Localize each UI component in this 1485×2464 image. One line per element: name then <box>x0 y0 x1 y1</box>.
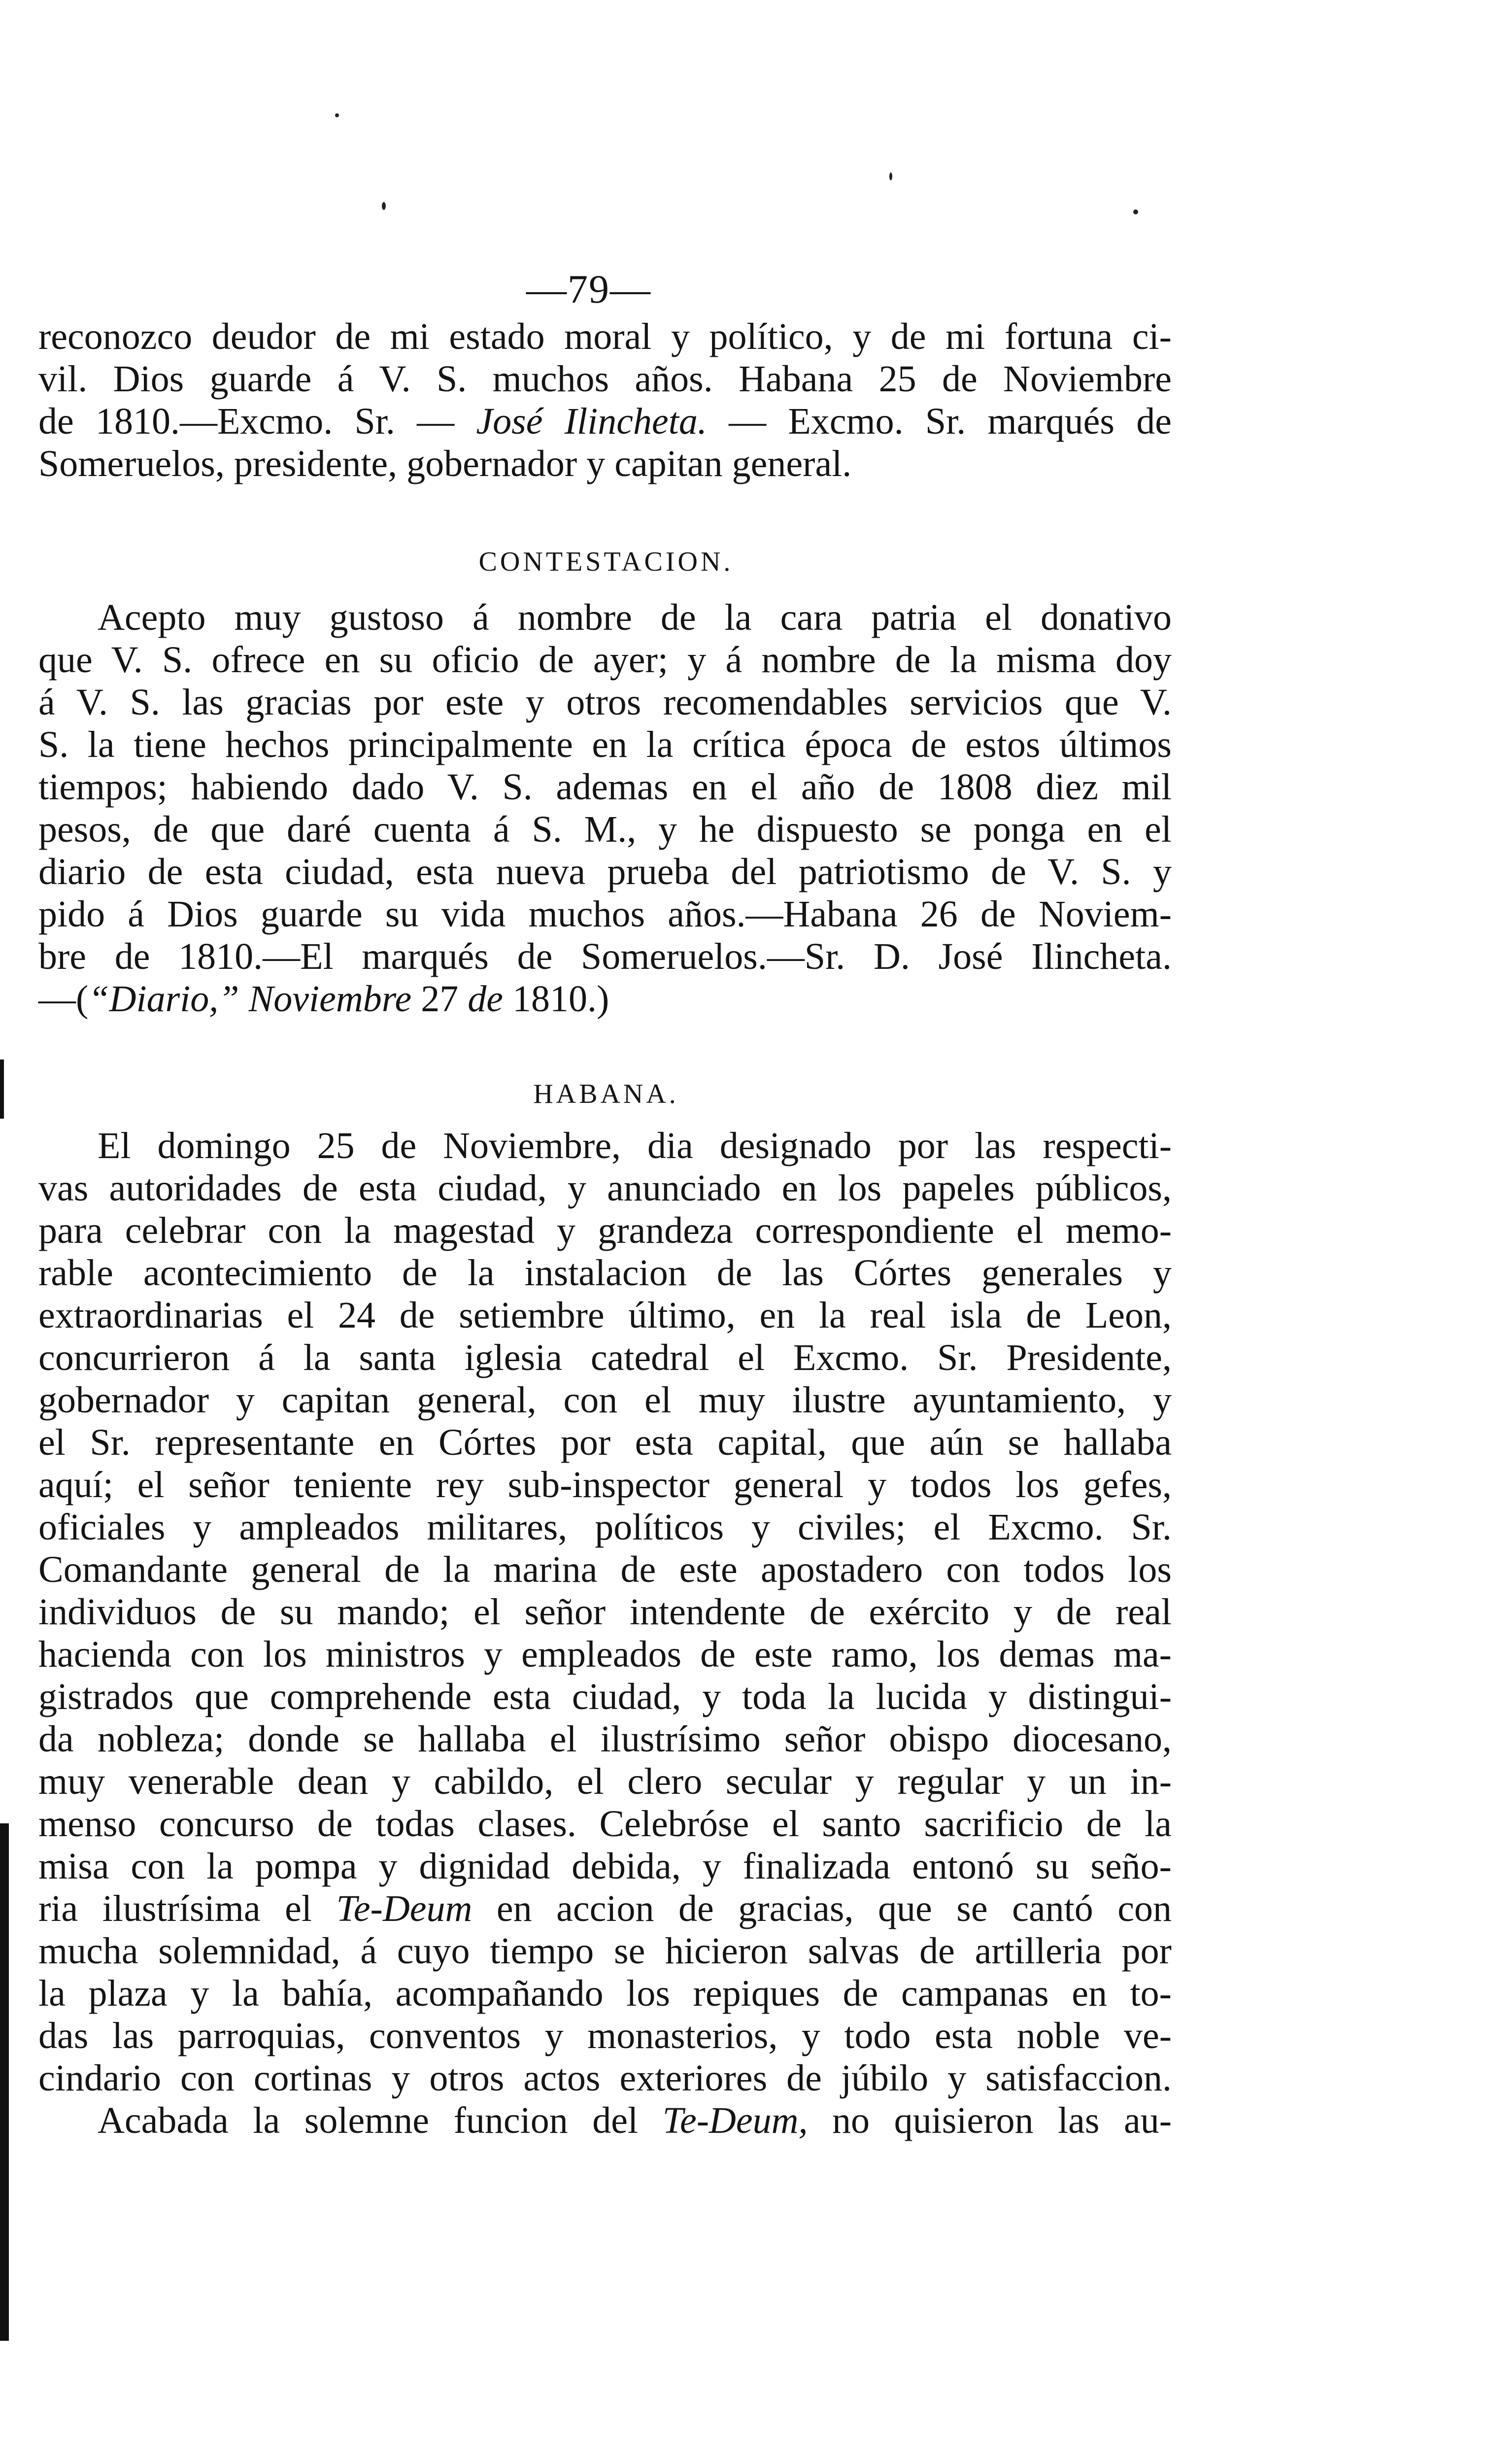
text-line: cindario con cortinas y otros actos exteriores de júbilo y satisfaccion. <box>38 2057 1172 2099</box>
scan-speck <box>335 113 339 117</box>
text-line: menso concurso de todas clases. Celebróse el santo sacrificio de la <box>38 1803 1172 1845</box>
te-deum-title: Te-Deum <box>336 1888 472 1929</box>
text-line: que V. S. ofrece en su oficio de ayer; y á nombre de la misma doy <box>38 639 1172 681</box>
text-line: oficiales y ampleados militares, políticos y civiles; el Excmo. Sr. <box>38 1506 1172 1548</box>
text-line: S. la tiene hechos principalmente en la crítica época de estos últimos <box>38 724 1172 765</box>
te-deum-title: Te-Deum, <box>662 2100 808 2141</box>
text-line: Comandante general de la marina de este apostadero con todos los <box>38 1549 1172 1590</box>
citation-source: “Diario,” <box>88 978 239 1020</box>
text-segment: 1810.) <box>503 978 609 1020</box>
text-line: mucha solemnidad, á cuyo tiempo se hicieron salvas de artilleria por <box>38 1930 1172 1972</box>
heading-contestacion: CONTESTACION. <box>478 547 734 577</box>
scan-edge-shadow <box>0 1823 9 2341</box>
text-line: vil. Dios guarde á V. S. muchos años. Habana 25 de Noviembre <box>38 358 1172 400</box>
text-line: gobernador y capitan general, con el muy ilustre ayuntamiento, y <box>38 1379 1172 1421</box>
text-line: la plaza y la bahía, acompañando los repiques de campanas en to- <box>38 1973 1172 2014</box>
habana-body <box>38 1125 1172 2142</box>
text-line: reconozco deudor de mi estado moral y político, y de mi fortuna ci- <box>38 316 1172 357</box>
text-segment: de <box>468 978 503 1020</box>
text-line: bre de 1810.—El marqués de Someruelos.—Sr. D. José Ilincheta. <box>38 936 1172 977</box>
text-line: das las parroquias, conventos y monasterios, y todo esta noble ve- <box>38 2015 1172 2056</box>
citation-month: Noviembre <box>239 978 412 1020</box>
page-number: —79— <box>526 267 651 311</box>
text-line: da nobleza; donde se hallaba el ilustrísimo señor obispo diocesano, <box>38 1718 1172 1760</box>
text-segment: ria ilustrísima el <box>38 1888 337 1929</box>
text-line: El domingo 25 de Noviembre, dia designado por las respecti- <box>98 1125 1172 1166</box>
signature-name: José Ilincheta. <box>476 401 707 442</box>
text-line: vas autoridades de esta ciudad, y anunciado en los papeles públicos, <box>38 1167 1172 1209</box>
text-line: extraordinarias el 24 de setiembre último, en la real isla de Leon, <box>38 1295 1172 1336</box>
text-line: concurrieron á la santa iglesia catedral el Excmo. Sr. Presidente, <box>38 1337 1172 1378</box>
text-line <box>38 1887 1172 1930</box>
text-line: para celebrar con la magestad y grandeza correspondiente el memo- <box>38 1210 1172 1251</box>
citation-line <box>38 978 1172 1020</box>
text-segment: de 1810.—Excmo. Sr. — <box>38 401 476 442</box>
text-segment: no quisieron las au- <box>808 2100 1172 2141</box>
text-line: diario de esta ciudad, esta nueva prueba del patriotismo de V. S. y <box>38 851 1172 892</box>
contestacion-body <box>38 596 1172 1020</box>
text-line: gistrados que comprehende esta ciudad, y toda la lucida y distingui- <box>38 1676 1172 1717</box>
letter-closing <box>38 315 1172 485</box>
text-line: pesos, de que daré cuenta á S. M., y he dispuesto se ponga en el <box>38 809 1172 850</box>
text-line: hacienda con los ministros y empleados de este ramo, los demas ma- <box>38 1634 1172 1675</box>
text-line: rable acontecimiento de la instalacion de las Córtes generales y <box>38 1252 1172 1294</box>
text-line: misa con la pompa y dignidad debida, y finalizada entonó su seño- <box>38 1846 1172 1887</box>
text-line: Acepto muy gustoso á nombre de la cara patria el donativo <box>98 597 1172 638</box>
scan-speck <box>889 172 892 180</box>
text-line <box>38 400 1172 443</box>
text-segment: Acabada la solemne funcion del <box>98 2100 663 2141</box>
heading-habana: HABANA. <box>533 1079 679 1109</box>
text-segment: —( <box>38 978 89 1020</box>
scan-speck <box>382 202 386 210</box>
text-segment: en accion de gracias, que se cantó con <box>472 1888 1172 1929</box>
text-line <box>38 2099 1172 2142</box>
text-segment: — Excmo. Sr. marqués de <box>707 401 1172 442</box>
text-line: tiempos; habiendo dado V. S. ademas en el año de 1808 diez mil <box>38 766 1172 808</box>
text-line: Someruelos, presidente, gobernador y capitan general. <box>38 443 852 484</box>
text-line: individuos de su mando; el señor intendente de exército y de real <box>38 1591 1172 1633</box>
text-line: muy venerable dean y cabildo, el clero secular y regular y un in- <box>38 1761 1172 1802</box>
text-line: el Sr. representante en Córtes por esta capital, que aún se hallaba <box>38 1422 1172 1463</box>
text-line: á V. S. las gracias por este y otros recomendables servicios que V. <box>38 682 1172 723</box>
text-line: aquí; el señor teniente rey sub-inspector general y todos los gefes, <box>38 1464 1172 1506</box>
text-line: pido á Dios guarde su vida muchos años.—Habana 26 de Noviem- <box>38 893 1172 935</box>
text-segment: 27 <box>411 978 468 1020</box>
scan-speck <box>1133 209 1138 214</box>
